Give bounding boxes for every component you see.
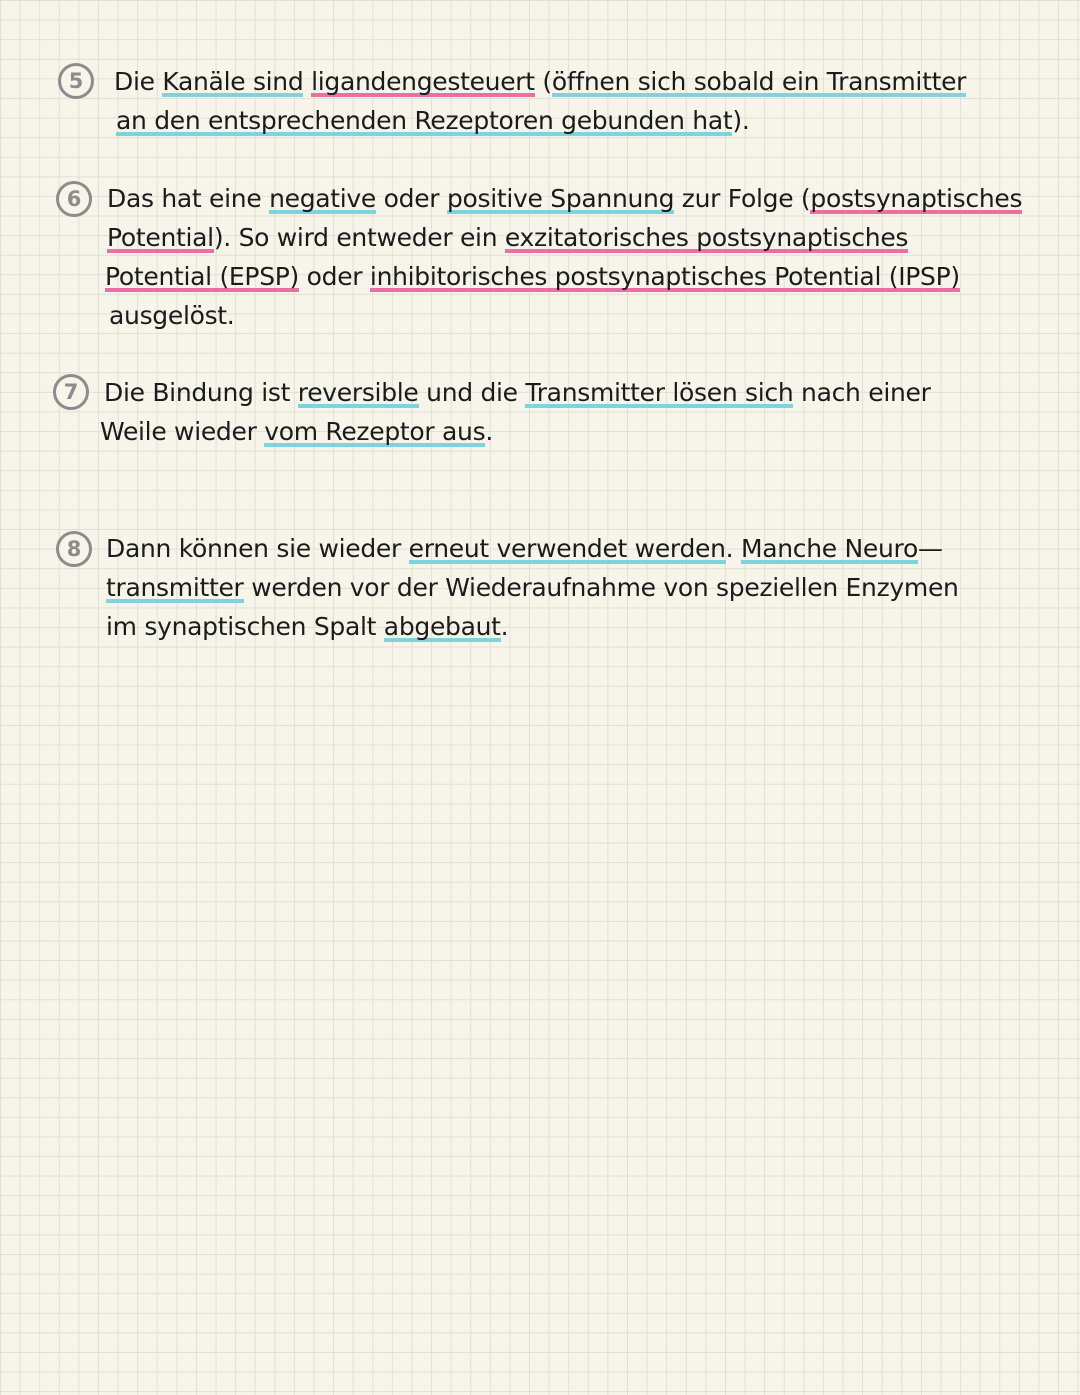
text-segment: . bbox=[725, 534, 741, 563]
teal-highlighted-text: vom Rezeptor aus bbox=[264, 417, 486, 446]
text-segment: werden vor der Wiederaufnahme von speziellen Enzymen bbox=[243, 573, 959, 602]
text-line bbox=[109, 300, 234, 336]
text-segment bbox=[303, 67, 311, 96]
number-circle-5 bbox=[58, 63, 94, 99]
teal-highlighted-text: transmitter bbox=[106, 573, 244, 602]
text-segment: Weile wieder bbox=[100, 417, 265, 446]
text-segment: nach einer bbox=[793, 378, 931, 407]
text-segment: . bbox=[485, 417, 493, 446]
number-circle-8 bbox=[56, 531, 92, 567]
pink-highlighted-text: Potential bbox=[107, 223, 214, 252]
number-label: 7 bbox=[63, 380, 79, 404]
text-line bbox=[114, 66, 966, 102]
text-line bbox=[106, 611, 508, 647]
pink-highlighted-text: Potential (EPSP) bbox=[105, 262, 299, 291]
teal-highlighted-text: erneut verwendet werden bbox=[408, 534, 726, 563]
teal-highlighted-text: Kanäle sind bbox=[162, 67, 304, 96]
pink-highlighted-text: postsynaptisches bbox=[810, 184, 1023, 213]
text-segment: ( bbox=[534, 67, 552, 96]
text-line bbox=[106, 572, 959, 608]
number-label: 8 bbox=[66, 537, 82, 561]
text-segment: und die bbox=[418, 378, 526, 407]
text-segment: zur Folge ( bbox=[674, 184, 811, 213]
teal-highlighted-text: negative bbox=[269, 184, 377, 213]
text-segment: oder bbox=[376, 184, 447, 213]
teal-highlighted-text: öffnen sich sobald ein Transmitter bbox=[551, 67, 967, 96]
number-circle-7 bbox=[53, 374, 89, 410]
text-line bbox=[116, 105, 749, 141]
text-line bbox=[105, 261, 960, 297]
text-segment: Die Bindung ist bbox=[104, 378, 298, 407]
text-line bbox=[106, 533, 943, 569]
text-line bbox=[107, 222, 908, 258]
text-segment: ). So wird entweder ein bbox=[213, 223, 505, 252]
text-segment: ). bbox=[732, 106, 750, 135]
text-segment: — bbox=[917, 534, 943, 563]
teal-highlighted-text: an den entsprechenden Rezeptoren gebunden hat bbox=[116, 106, 733, 135]
text-segment: ausgelöst. bbox=[109, 301, 235, 330]
text-line bbox=[104, 377, 931, 413]
number-label: 6 bbox=[66, 187, 82, 211]
text-segment: oder bbox=[299, 262, 370, 291]
text-segment: Das hat eine bbox=[107, 184, 270, 213]
teal-highlighted-text: abgebaut bbox=[383, 612, 501, 641]
teal-highlighted-text: positive Spannung bbox=[446, 184, 675, 213]
pink-highlighted-text: inhibitorisches postsynaptisches Potential (IPSP) bbox=[369, 262, 960, 291]
teal-highlighted-text: Transmitter lösen sich bbox=[525, 378, 794, 407]
text-segment: im synaptischen Spalt bbox=[106, 612, 384, 641]
number-label: 5 bbox=[68, 69, 84, 93]
text-segment: Dann können sie wieder bbox=[106, 534, 409, 563]
pink-highlighted-text: exzitatorisches postsynaptisches bbox=[504, 223, 909, 252]
teal-highlighted-text: reversible bbox=[297, 378, 419, 407]
text-segment: . bbox=[500, 612, 509, 641]
text-segment: Die bbox=[114, 67, 163, 96]
text-line bbox=[107, 183, 1022, 219]
number-circle-6 bbox=[56, 181, 92, 217]
teal-highlighted-text: Manche Neuro bbox=[740, 534, 918, 563]
pink-highlighted-text: ligandengesteuert bbox=[311, 67, 535, 96]
text-line bbox=[100, 416, 493, 452]
